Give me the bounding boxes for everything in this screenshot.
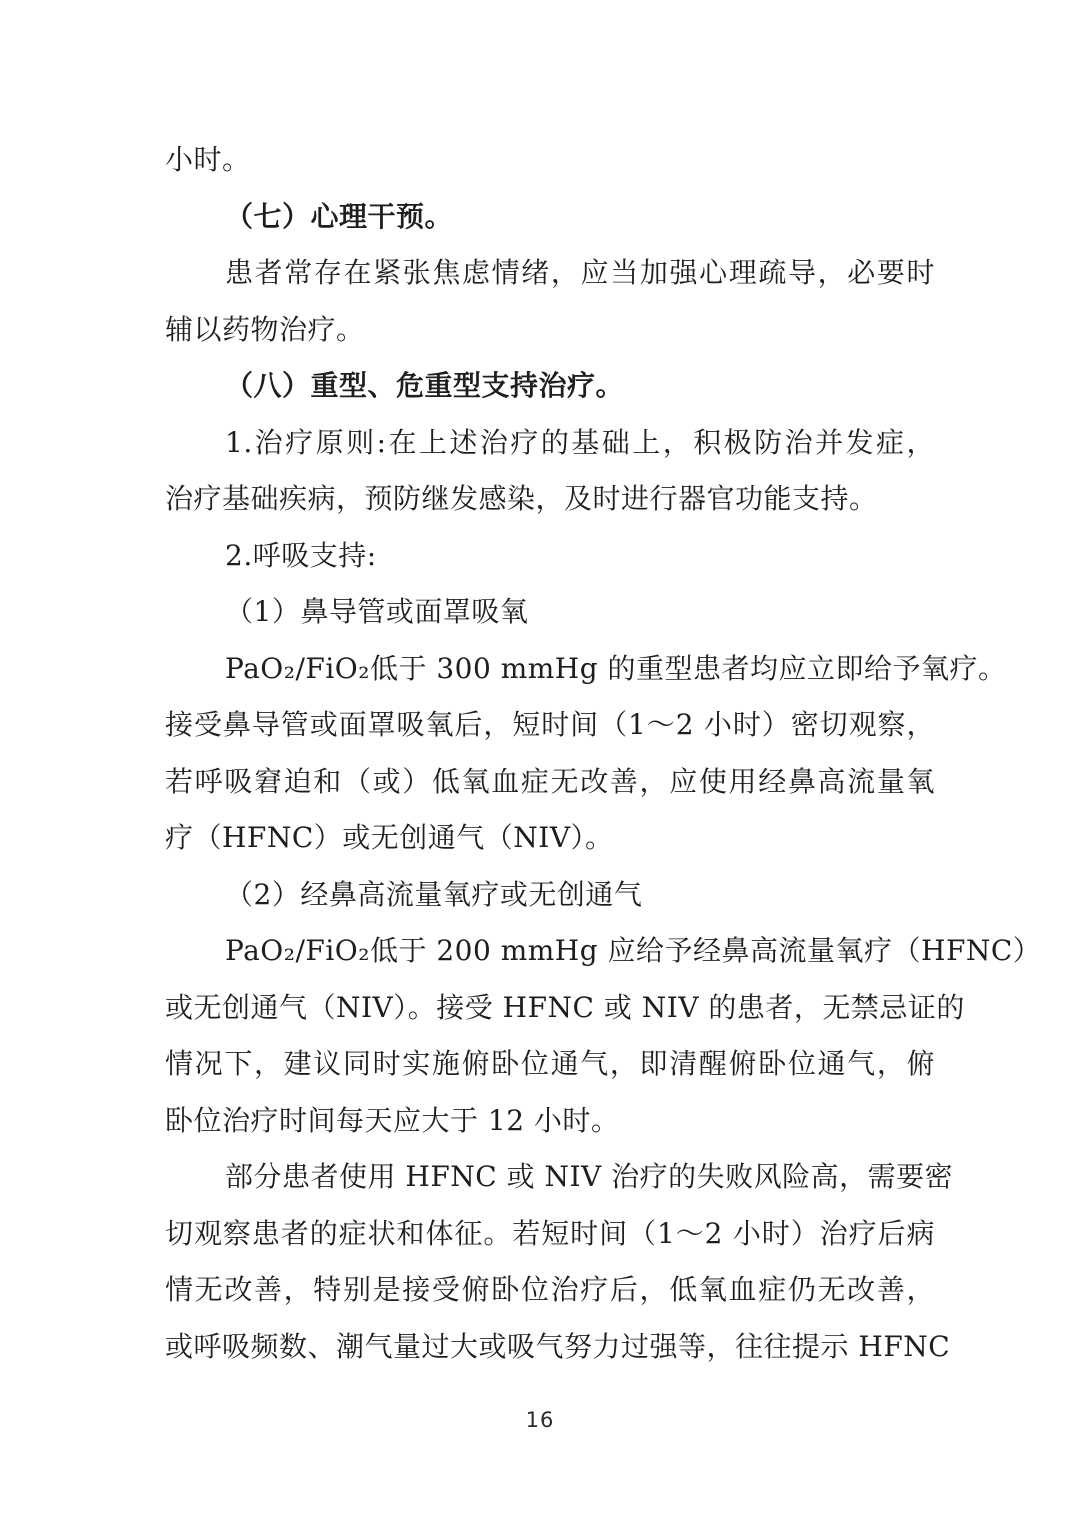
text-line: 部分患者使用 HFNC 或 NIV 治疗的失败风险高，需要密 (225, 1160, 954, 1193)
text-line: 或无创通气（NIV）。接受 HFNC 或 NIV 的患者，无禁忌证的 (165, 990, 965, 1024)
text-line: 辅以药物治疗。 (165, 312, 365, 346)
page-number: 16 (525, 1408, 555, 1432)
text-line: 情无改善，特别是接受俯卧位治疗后，低氧血症仍无改善， (165, 1273, 935, 1306)
text-line: 1.治疗原则:在上述治疗的基础上，积极防治并发症， (225, 425, 935, 459)
text-line-continuation: 小时。 (165, 143, 251, 176)
subsection-heading-hfnc-niv: （2）经鼻高流量氧疗或无创通气 (225, 877, 643, 911)
subsection-heading-nasal-cannula: （1）鼻导管或面罩吸氧 (225, 595, 529, 628)
section-heading-8: （八）重型、危重型支持治疗。 (225, 369, 625, 402)
section-heading-7: （七）心理干预。 (225, 199, 454, 233)
text-line: 接受鼻导管或面罩吸氧后，短时间（1～2 小时）密切观察， (165, 708, 935, 741)
text-line: 患者常存在紧张焦虑情绪，应当加强心理疏导，必要时 (225, 256, 935, 289)
text-line: 情况下，建议同时实施俯卧位通气，即清醒俯卧位通气，俯 (165, 1047, 935, 1080)
text-line: 治疗基础疾病，预防继发感染，及时进行器官功能支持。 (165, 482, 878, 515)
text-line: 切观察患者的症状和体征。若短时间（1～2 小时）治疗后病 (165, 1216, 935, 1250)
document-body (165, 132, 1042, 1375)
text-line: 卧位治疗时间每天应大于 12 小时。 (165, 1103, 620, 1137)
subsection-heading-respiratory-support: 2.呼吸支持: (225, 538, 377, 572)
text-line: 若呼吸窘迫和（或）低氧血症无改善，应使用经鼻高流量氧 (165, 764, 935, 798)
text-line: PaO₂/FiO₂低于 200 mmHg 应给予经鼻高流量氧疗（HFNC） (225, 934, 1042, 967)
text-line: 疗（HFNC）或无创通气（NIV）。 (165, 821, 614, 854)
text-line: PaO₂/FiO₂低于 300 mmHg 的重型患者均应立即给予氧疗。 (225, 651, 1007, 685)
text-line: 或呼吸频数、潮气量过大或吸气努力过强等，往往提示 HFNC (165, 1329, 951, 1363)
